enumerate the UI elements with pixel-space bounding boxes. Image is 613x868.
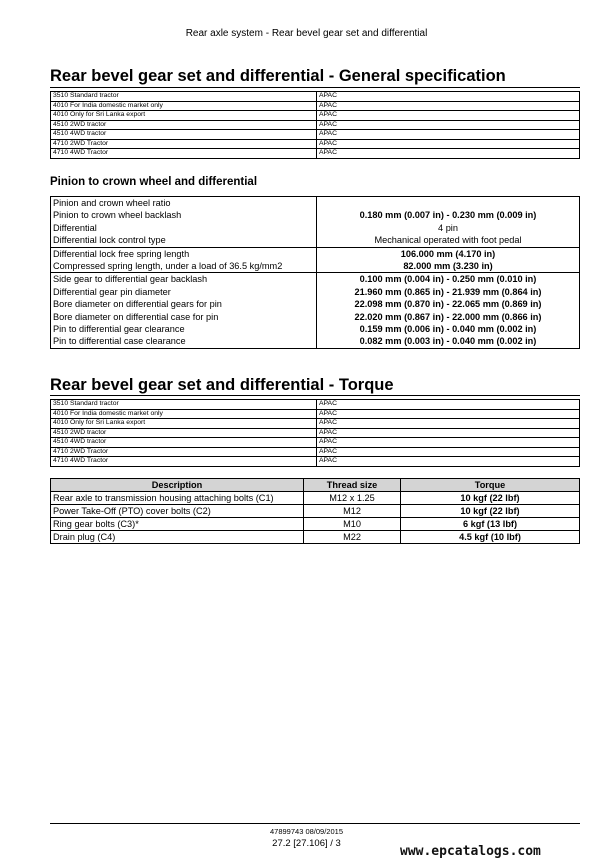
footer-rule xyxy=(50,823,580,824)
market: APAC xyxy=(317,111,580,121)
spec-label: Side gear to differential gear backlash xyxy=(51,273,317,286)
model-name: 4710 2WD Tractor xyxy=(51,447,317,457)
spec-value: 0.082 mm (0.003 in) - 0.040 mm (0.002 in) xyxy=(317,335,580,348)
torque-row xyxy=(51,492,580,505)
thread-size: M12 xyxy=(304,505,401,518)
pinion-subtitle: Pinion to crown wheel and differential xyxy=(50,176,258,188)
doc-code: 47899743 08/09/2015 xyxy=(270,827,343,836)
page-number: 27.2 [27.106] / 3 xyxy=(272,838,341,849)
torque-value: 4.5 kgf (10 lbf) xyxy=(401,531,580,544)
pinion-spec-table xyxy=(50,196,580,349)
torque-value: 10 kgf (22 lbf) xyxy=(401,492,580,505)
model-row xyxy=(51,457,580,467)
running-header: Rear axle system - Rear bevel gear set and differential xyxy=(185,28,428,39)
market: APAC xyxy=(317,438,580,448)
market: APAC xyxy=(317,428,580,438)
spec-row xyxy=(51,323,580,335)
spec-value: 0.159 mm (0.006 in) - 0.040 mm (0.002 in) xyxy=(317,323,580,335)
market: APAC xyxy=(317,120,580,130)
model-row xyxy=(51,447,580,457)
torque-description: Power Take-Off (PTO) cover bolts (C2) xyxy=(51,505,304,518)
spec-value: 4 pin xyxy=(317,222,580,234)
spec-label: Pinion and crown wheel ratio xyxy=(51,197,317,210)
model-row xyxy=(51,419,580,429)
model-name: 3510 Standard tractor xyxy=(51,92,317,102)
spec-value: 106.000 mm (4.170 in) xyxy=(317,247,580,260)
spec-label: Differential lock control type xyxy=(51,234,317,247)
model-row xyxy=(51,111,580,121)
torque-description: Rear axle to transmission housing attaching bolts (C1) xyxy=(51,492,304,505)
spec-label: Pinion to crown wheel backlash xyxy=(51,209,317,221)
spec-row xyxy=(51,260,580,273)
spec-row xyxy=(51,209,580,221)
market: APAC xyxy=(317,409,580,419)
thread-size: M10 xyxy=(304,518,401,531)
model-row xyxy=(51,120,580,130)
spec-value: 21.960 mm (0.865 in) - 21.939 mm (0.864 in) xyxy=(317,286,580,298)
thread-size: M12 x 1.25 xyxy=(304,492,401,505)
market: APAC xyxy=(317,92,580,102)
torque-description: Ring gear bolts (C3)* xyxy=(51,518,304,531)
model-name: 4510 4WD tractor xyxy=(51,438,317,448)
torque-description: Drain plug (C4) xyxy=(51,531,304,544)
spec-row xyxy=(51,234,580,247)
torque-row xyxy=(51,531,580,544)
spec-label: Differential gear pin diameter xyxy=(51,286,317,298)
market: APAC xyxy=(317,101,580,111)
torque-row xyxy=(51,505,580,518)
spec-value: 22.020 mm (0.867 in) - 22.000 mm (0.866 in) xyxy=(317,311,580,323)
market: APAC xyxy=(317,139,580,149)
model-row xyxy=(51,101,580,111)
model-name: 3510 Standard tractor xyxy=(51,400,317,410)
spec-value: 0.180 mm (0.007 in) - 0.230 mm (0.009 in) xyxy=(317,209,580,221)
model-name: 4010 For India domestic market only xyxy=(51,409,317,419)
model-table-torque xyxy=(50,399,580,467)
model-name: 4010 Only for Sri Lanka export xyxy=(51,111,317,121)
model-name: 4710 4WD Tractor xyxy=(51,457,317,467)
market: APAC xyxy=(317,149,580,159)
section-title-general-spec: Rear bevel gear set and differential - General specification xyxy=(50,67,506,85)
spec-value: Mechanical operated with foot pedal xyxy=(317,234,580,247)
spec-row xyxy=(51,311,580,323)
model-row xyxy=(51,92,580,102)
model-name: 4710 4WD Tractor xyxy=(51,149,317,159)
model-row xyxy=(51,409,580,419)
torque-table xyxy=(50,478,580,544)
spec-label: Bore diameter on differential gears for pin xyxy=(51,298,317,310)
spec-value: 82.000 mm (3.230 in) xyxy=(317,260,580,273)
market: APAC xyxy=(317,400,580,410)
section-title-torque: Rear bevel gear set and differential - Torque xyxy=(50,376,394,394)
spec-row xyxy=(51,335,580,348)
title-rule xyxy=(50,395,580,396)
spec-label: Differential xyxy=(51,222,317,234)
model-row xyxy=(51,428,580,438)
spec-row xyxy=(51,247,580,260)
model-name: 4010 Only for Sri Lanka export xyxy=(51,419,317,429)
model-name: 4710 2WD Tractor xyxy=(51,139,317,149)
spec-row xyxy=(51,222,580,234)
model-row xyxy=(51,139,580,149)
header-thread-size: Thread size xyxy=(304,479,401,492)
title-rule xyxy=(50,87,580,88)
spec-label: Differential lock free spring length xyxy=(51,247,317,260)
model-row xyxy=(51,130,580,140)
market: APAC xyxy=(317,447,580,457)
spec-value xyxy=(317,197,580,210)
spec-row xyxy=(51,273,580,286)
spec-label: Pin to differential gear clearance xyxy=(51,323,317,335)
model-name: 4510 4WD tractor xyxy=(51,130,317,140)
model-name: 4510 2WD tractor xyxy=(51,428,317,438)
spec-label: Bore diameter on differential case for pin xyxy=(51,311,317,323)
spec-row xyxy=(51,286,580,298)
model-name: 4010 For India domestic market only xyxy=(51,101,317,111)
spec-label: Compressed spring length, under a load of 36.5 kg/mm2 xyxy=(51,260,317,273)
thread-size: M22 xyxy=(304,531,401,544)
market: APAC xyxy=(317,457,580,467)
watermark: www.epcatalogs.com xyxy=(400,844,541,859)
model-row xyxy=(51,438,580,448)
model-table-general xyxy=(50,91,580,159)
model-row xyxy=(51,400,580,410)
market: APAC xyxy=(317,130,580,140)
spec-value: 22.098 mm (0.870 in) - 22.065 mm (0.869 in) xyxy=(317,298,580,310)
spec-row xyxy=(51,197,580,210)
spec-label: Pin to differential case clearance xyxy=(51,335,317,348)
torque-row xyxy=(51,518,580,531)
spec-value: 0.100 mm (0.004 in) - 0.250 mm (0.010 in) xyxy=(317,273,580,286)
spec-row xyxy=(51,298,580,310)
header-description: Description xyxy=(51,479,304,492)
model-name: 4510 2WD tractor xyxy=(51,120,317,130)
torque-value: 10 kgf (22 lbf) xyxy=(401,505,580,518)
torque-value: 6 kgf (13 lbf) xyxy=(401,518,580,531)
header-torque: Torque xyxy=(401,479,580,492)
market: APAC xyxy=(317,419,580,429)
model-row xyxy=(51,149,580,159)
